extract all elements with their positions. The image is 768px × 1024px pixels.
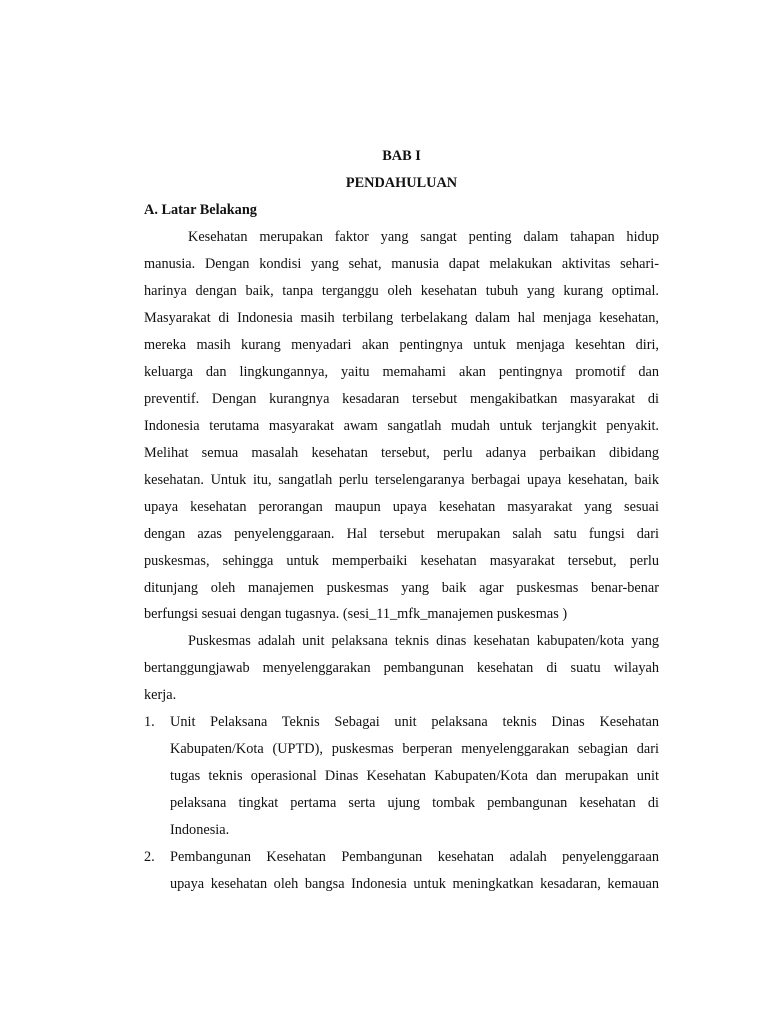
paragraph-line: preventif. Dengan kurangnya kesadaran tersebut mengakibatkan masyarakat di [144,391,659,407]
list-item-line: pelaksana tingkat pertama serta ujung tombak pembangunan kesehatan di [170,795,659,811]
paragraph-line: mereka masih kurang menyadari akan pentingnya untuk menjaga kesehtan diri, [144,337,659,353]
paragraph-line: kesehatan. Untuk itu, sangatlah perlu terselengaranya berbagai upaya kesehatan, baik [144,472,659,488]
list-item-line: Unit Pelaksana Teknis Sebagai unit pelaksana teknis Dinas Kesehatan [170,714,659,730]
list-item-line: Pembangunan Kesehatan Pembangunan kesehatan adalah penyelenggaraan [170,849,659,865]
list-item-line: upaya kesehatan oleh bangsa Indonesia untuk meningkatkan kesadaran, kemauan [170,876,659,892]
paragraph-line: Kesehatan merupakan faktor yang sangat penting dalam tahapan hidup [188,229,659,245]
list-item-line: tugas teknis operasional Dinas Kesehatan Kabupaten/Kota dan merupakan unit [170,768,659,784]
chapter-title: PENDAHULUAN [345,175,458,191]
list-item-number: 1. [144,714,155,730]
paragraph-line: Puskesmas adalah unit pelaksana teknis dinas kesehatan kabupaten/kota yang [188,633,659,649]
paragraph-line: berfungsi sesuai dengan tugasnya. (sesi_11_mfk_manajemen puskesmas ) [144,606,568,622]
paragraph-line: Melihat semua masalah kesehatan tersebut, perlu adanya perbaikan dibidang [144,445,659,461]
paragraph-line: bertanggungjawab menyelenggarakan pembangunan kesehatan di suatu wilayah [144,660,659,676]
list-item-number: 2. [144,849,155,865]
paragraph-line: keluarga dan lingkungannya, yaitu memahami akan pentingnya promotif dan [144,364,659,380]
paragraph-line: harinya dengan baik, tanpa terganggu oleh kesehatan tubuh yang kurang optimal. [144,283,659,299]
paragraph-line: ditunjang oleh manajemen puskesmas yang baik agar puskesmas benar-benar [144,580,659,596]
paragraph-line: upaya kesehatan perorangan maupun upaya kesehatan masyarakat yang sesuai [144,499,659,515]
section-heading: A. Latar Belakang [144,202,257,218]
paragraph-line: Indonesia terutama masyarakat awam sangatlah mudah untuk terjangkit penyakit. [144,418,659,434]
paragraph-line: puskesmas, sehingga untuk memperbaiki kesehatan masyarakat tersebut, perlu [144,553,659,569]
list-item-line: Kabupaten/Kota (UPTD), puskesmas berperan menyelenggarakan sebagian dari [170,741,659,757]
chapter-number: BAB I [382,148,421,164]
paragraph-line: dengan azas penyelenggaraan. Hal tersebut merupakan salah satu fungsi dari [144,526,659,542]
paragraph-line: kerja. [144,687,177,703]
paragraph-line: manusia. Dengan kondisi yang sehat, manusia dapat melakukan aktivitas sehari- [144,256,659,272]
paragraph-line: Masyarakat di Indonesia masih terbilang terbelakang dalam hal menjaga kesehatan, [144,310,659,326]
list-item-line: Indonesia. [170,822,230,838]
